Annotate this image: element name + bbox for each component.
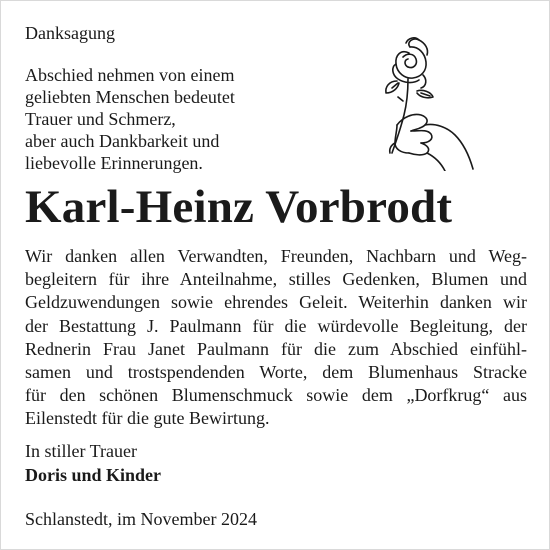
paragraph-line: Eilenstedt für die gute Bewirtung.: [25, 408, 270, 429]
deceased-name: Karl-Heinz Vorbrodt: [25, 181, 453, 233]
signature-block: [25, 439, 161, 487]
paragraph-line: begleitern für ihre Anteilnahme, stilles Gedenken, Blumen und: [25, 269, 527, 290]
paragraph-line: für den schönen Blumenschmuck sowie dem „Dorfkrug“ aus: [25, 385, 527, 406]
notice-heading: Danksagung: [25, 23, 115, 43]
verse-line: geliebten Menschen bedeutet: [25, 87, 235, 107]
mourning-line: In stiller Trauer: [25, 441, 137, 461]
verse-line: Abschied nehmen von einem: [25, 65, 235, 85]
paragraph-line: Geldzuwendungen sowie ehrendes Geleit. Weiterhin danken wir: [25, 292, 527, 313]
verse-line: liebevolle Erinnerungen.: [25, 153, 203, 173]
paragraph-line: Wir danken allen Verwandten, Freunden, Nachbarn und Weg-: [25, 246, 527, 266]
paragraph-line: der Bestattung J. Paulmann für die würdevolle Begleitung, der: [25, 315, 527, 336]
signers: Doris und Kinder: [25, 465, 162, 485]
verse-line: Trauer und Schmerz,: [25, 109, 176, 129]
verse-line: aber auch Dankbarkeit und: [25, 131, 220, 151]
thanks-paragraph: [25, 245, 527, 431]
paragraph-line: Rednerin Frau Janet Paulmann für die zum Abschied einfühl-: [25, 338, 527, 359]
paragraph-line: samen und trostspendenden Worte, dem Blumenhaus Stracke: [25, 361, 527, 382]
rose-in-hand-icon: [361, 31, 481, 171]
verse: [25, 64, 325, 174]
place-and-date: Schlanstedt, im November 2024: [25, 509, 257, 529]
